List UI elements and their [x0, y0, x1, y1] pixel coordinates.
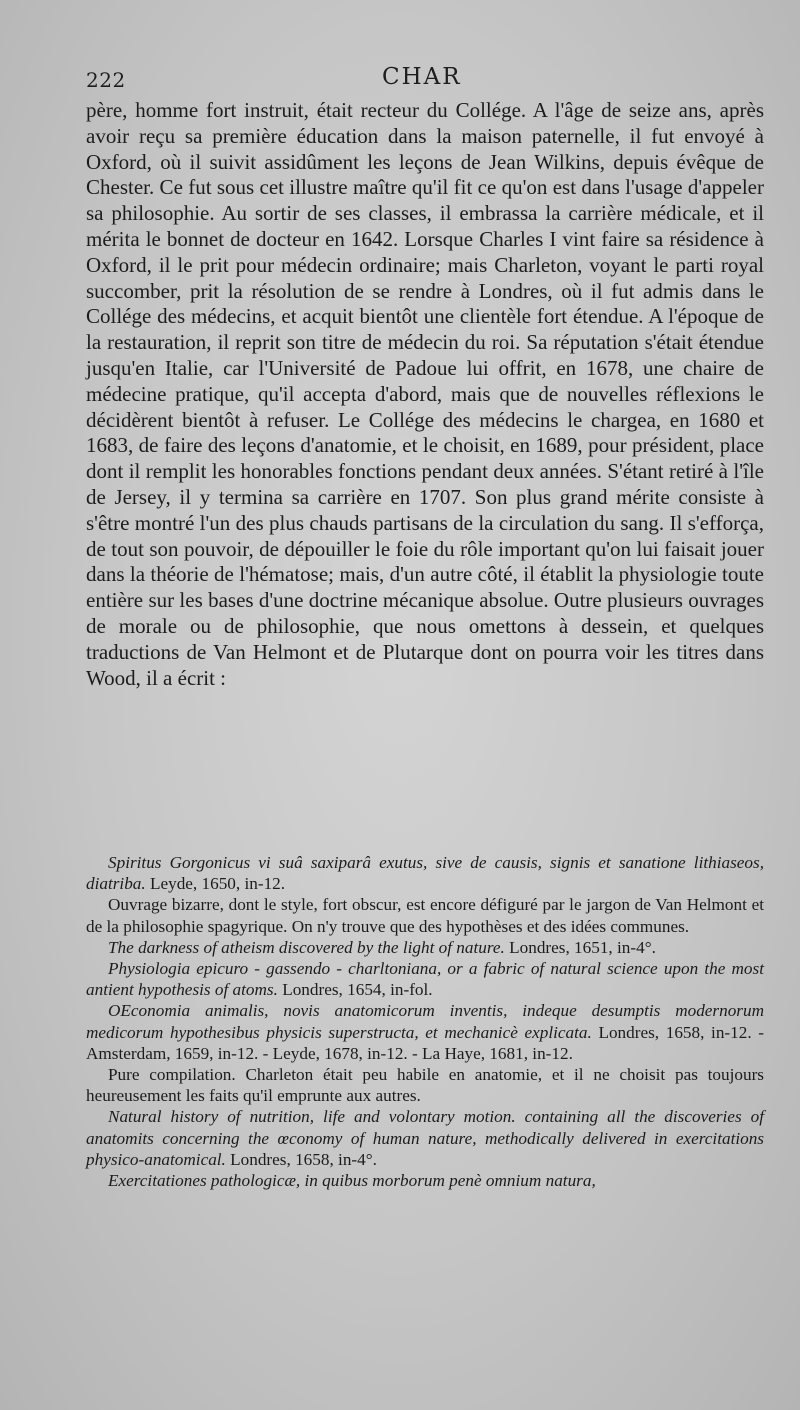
work-imprint: Leyde, 1650, in-12.: [145, 874, 286, 894]
page-number: 222: [86, 68, 126, 92]
work-imprint: Londres, 1651, in-4°.: [504, 937, 656, 957]
main-text: [86, 98, 764, 691]
running-head: CHAR: [382, 64, 462, 90]
work-title: OEconomia animalis, novis anatomicorum inventis, indeque desumptis modernorum medicorum hypothesibus physicis superstructa, et mechanicè explicata.: [86, 1001, 764, 1042]
body-paragraph: père, homme fort instruit, était recteur du Collége. A l'âge de seize ans, après avoir reçu sa première éducation dans la maison paternelle, il fut envoyé à Oxford, où il suivit assidûment les leçons de Jean Wilkins, depuis évêque de Chester. Ce fut sous cet illustre maître qu'il fit ce qu'on est dans l'usage d'appeler sa philosophie. Au sortir de ses classes, il embrassa la carrière médicale, et il mérita le bonnet de docteur en 1642. Lorsque Charles I vint faire sa résidence à Oxford, il le prit pour médecin ordinaire; mais Charleton, voyant le parti royal succomber, prit la résolution de se rendre à Londres, où il fut admis dans le Collége des médecins, et acquit bientôt une clientèle fort étendue. A l'époque de la restauration, il reprit son titre de médecin du roi. Sa réputation s'était étendue jusqu'en Italie, car l'Université de Padoue lui offrit, en 1678, une chaire de médecine pratique, qu'il accepta d'abord, mais que de nouvelles réflexions le décidèrent bientôt à refuser. Le Collége des médecins le chargea, en 1680 et 1683, de faire des leçons d'anatomie, et le choisit, en 1689, pour président, place dont il remplit les honorables fonctions pendant deux années. S'étant retiré à l'île de Jersey, il y termina sa carrière en 1707. Son plus grand mérite consiste à s'être montré l'un des plus chauds partisans de la circulation du sang. Il s'efforça, de tout son pouvoir, de dépouiller le foie du rôle important qu'on lui faisait jouer dans la théorie de l'hématose; mais, d'un autre côté, il établit la physiologie toute entière sur les bases d'une doctrine mécanique absolue. Outre plusieurs ouvrages de morale ou de philosophie, que nous omettons à dessein, et quelques traductions de Van Helmont et de Plutarque dont on pourra voir les titres dans Wood, il a écrit :: [86, 98, 764, 690]
work-title: Spiritus Gorgonicus vi suâ saxiparâ exutus, sive de causis, signis et sanatione lithiaseos, diatriba.: [86, 853, 764, 894]
bibliography-entry: [86, 1170, 764, 1191]
note-text: Pure compilation. Charleton était peu habile en anatomie, et il ne choisit pas toujours heureusement les faits qu'il emprunte aux autres.: [86, 1065, 764, 1106]
work-title: The darkness of atheism discovered by the light of nature.: [108, 937, 505, 957]
bibliography-entry: [86, 937, 764, 958]
work-title: Exercitationes pathologicæ, in quibus morborum penè omnium natura,: [108, 1171, 596, 1191]
bibliography-note: [86, 894, 764, 936]
work-imprint: Londres, 1654, in-fol.: [277, 980, 433, 1000]
work-title: Natural history of nutrition, life and volontary motion. containing all the discoveries of anatomits concerning the œconomy of human nature, methodically delivered in exercitations physico-anatomical.: [86, 1107, 764, 1169]
work-imprint: Londres, 1658, in-4°.: [225, 1149, 377, 1169]
bibliography-list: [86, 852, 764, 1191]
bibliography-entry: [86, 852, 764, 894]
page-header: [86, 62, 770, 96]
work-title: Physiologia epicuro - gassendo - charltoniana, or a fabric of natural science upon the most antient hypothesis of atoms.: [86, 959, 764, 1000]
bibliography-entry: [86, 1106, 764, 1170]
bibliography-entry: [86, 1000, 764, 1064]
bibliography-entry: [86, 958, 764, 1000]
bibliography-note: [86, 1064, 764, 1106]
note-text: Ouvrage bizarre, dont le style, fort obscur, est encore défiguré par le jargon de Van Helmont et de la philosophie spagyrique. On n'y trouve que des hypothèses et des idées communes.: [86, 895, 764, 936]
work-imprint: Londres, 1658, in-12. - Amsterdam, 1659, in-12. - Leyde, 1678, in-12. - La Haye, 1681, in-12.: [86, 1022, 765, 1063]
